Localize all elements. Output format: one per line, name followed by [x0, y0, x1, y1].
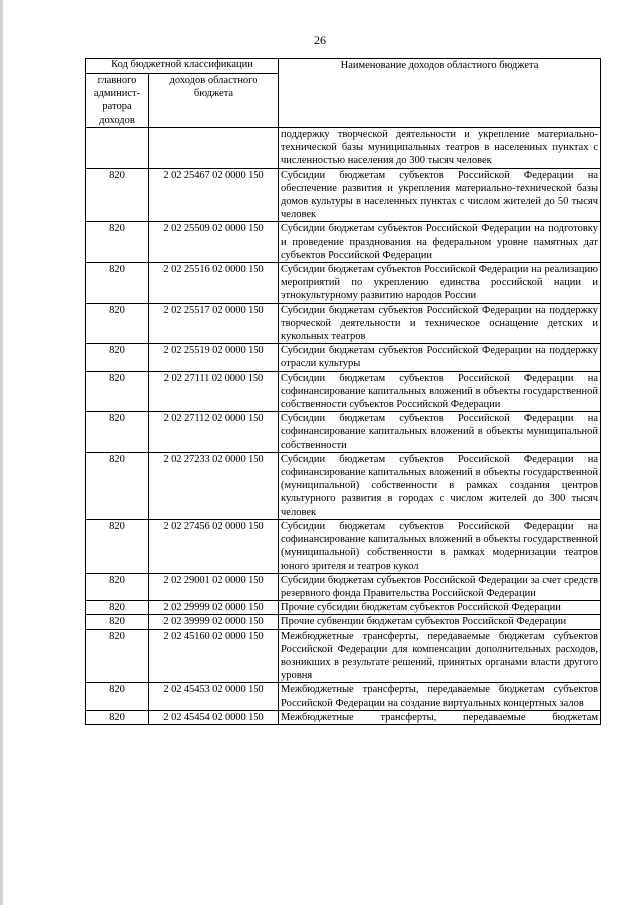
revenue-code-cell: 2 02 29999 02 0000 150 — [149, 601, 279, 615]
table-row — [86, 412, 601, 453]
table-row — [86, 573, 601, 600]
budget-classification-table — [85, 58, 601, 725]
revenue-name-cell: Межбюджетные трансферты, передаваемые бюджетам субъектов Российской Федерации на создание виртуальных концертных залов — [279, 683, 601, 710]
revenue-code-cell: 2 02 25517 02 0000 150 — [149, 303, 279, 344]
admin-code-cell: 820 — [86, 601, 149, 615]
table-row — [86, 128, 601, 169]
revenue-name-cell: поддержку творческой деятельности и укрепление материально-технической базы муниципальных театров в населенных пунктах с численностью населения до 300 тысяч человек — [279, 128, 601, 169]
revenue-name-cell: Межбюджетные трансферты, передаваемые бюджетам субъектов Российской Федерации для компенсации дополнительных расходов, возникших в результате решений, принятых органами власти другого уровня — [279, 629, 601, 683]
admin-code-cell: 820 — [86, 168, 149, 222]
revenue-code-cell: 2 02 25509 02 0000 150 — [149, 222, 279, 263]
table-header-row — [86, 59, 601, 74]
revenue-name-cell: Прочие субсидии бюджетам субъектов Российской Федерации — [279, 601, 601, 615]
table-row — [86, 615, 601, 629]
admin-code-cell: 820 — [86, 371, 149, 412]
revenue-name-cell: Межбюджетные трансферты, передаваемые бюджетам — [279, 710, 601, 724]
admin-code-cell: 820 — [86, 303, 149, 344]
table-row — [86, 222, 601, 263]
admin-code-cell — [86, 128, 149, 169]
revenue-code-cell: 2 02 45160 02 0000 150 — [149, 629, 279, 683]
table-row — [86, 629, 601, 683]
revenue-name-cell: Субсидии бюджетам субъектов Российской Федерации на обеспечение развития и укрепления материально-технической базы домов культуры в населенных пунктах с числом жителей до 50 тысяч человек — [279, 168, 601, 222]
admin-code-cell: 820 — [86, 263, 149, 304]
table-row — [86, 601, 601, 615]
table-row — [86, 683, 601, 710]
revenue-code-cell: 2 02 45453 02 0000 150 — [149, 683, 279, 710]
admin-code-cell: 820 — [86, 222, 149, 263]
revenue-name-cell: Субсидии бюджетам субъектов Российской Федерации на софинансирование капитальных вложений в объекты государственной (муниципальной) собственности в рамках модернизации театров юного зрителя и театров кукол — [279, 519, 601, 573]
revenue-name-cell: Субсидии бюджетам субъектов Российской Федерации на реализацию мероприятий по укреплению единства российской нации и этнокультурному развитию народов России — [279, 263, 601, 304]
table-row — [86, 710, 601, 724]
revenue-code-cell: 2 02 39999 02 0000 150 — [149, 615, 279, 629]
admin-code-cell: 820 — [86, 519, 149, 573]
scan-edge — [0, 0, 3, 905]
revenue-code-cell: 2 02 27233 02 0000 150 — [149, 452, 279, 519]
column-header-admin: главного админист-ратора доходов — [86, 74, 149, 128]
revenue-name-cell: Субсидии бюджетам субъектов Российской Федерации на софинансирование капитальных вложений в объекты муниципальной собственности — [279, 412, 601, 453]
revenue-name-cell: Субсидии бюджетам субъектов Российской Федерации на софинансирование капитальных вложений в объекты государственной собственности субъектов Российской Федерации — [279, 371, 601, 412]
page-number: 26 — [314, 33, 326, 47]
revenue-code-cell: 2 02 27111 02 0000 150 — [149, 371, 279, 412]
revenue-code-cell: 2 02 27112 02 0000 150 — [149, 412, 279, 453]
revenue-name-cell: Прочие субвенции бюджетам субъектов Российской Федерации — [279, 615, 601, 629]
revenue-name-cell: Субсидии бюджетам субъектов Российской Федерации на софинансирование капитальных вложений в объекты государственной (муниципальной) собственности в рамках создания центров культурного развития в городах с числом жителей до 300 тысяч человек — [279, 452, 601, 519]
column-header-code: доходов областного бюджета — [149, 74, 279, 128]
revenue-name-cell: Субсидии бюджетам субъектов Российской Федерации на подготовку и проведение празднования на федеральном уровне памятных дат субъектов Российской Федерации — [279, 222, 601, 263]
table-row — [86, 263, 601, 304]
admin-code-cell: 820 — [86, 344, 149, 371]
revenue-code-cell: 2 02 45454 02 0000 150 — [149, 710, 279, 724]
admin-code-cell: 820 — [86, 683, 149, 710]
revenue-name-cell: Субсидии бюджетам субъектов Российской Федерации на поддержку отрасли культуры — [279, 344, 601, 371]
admin-code-cell: 820 — [86, 412, 149, 453]
table-row — [86, 371, 601, 412]
admin-code-cell: 820 — [86, 615, 149, 629]
revenue-code-cell — [149, 128, 279, 169]
revenue-name-cell: Субсидии бюджетам субъектов Российской Федерации на поддержку творческой деятельности и техническое оснащение детских и кукольных театров — [279, 303, 601, 344]
revenue-code-cell: 2 02 29001 02 0000 150 — [149, 573, 279, 600]
admin-code-cell: 820 — [86, 629, 149, 683]
revenue-code-cell: 2 02 25516 02 0000 150 — [149, 263, 279, 304]
revenue-code-cell: 2 02 27456 02 0000 150 — [149, 519, 279, 573]
table-row — [86, 303, 601, 344]
admin-code-cell: 820 — [86, 710, 149, 724]
revenue-code-cell: 2 02 25519 02 0000 150 — [149, 344, 279, 371]
revenue-name-cell: Субсидии бюджетам субъектов Российской Федерации за счет средств резервного фонда Правительства Российской Федерации — [279, 573, 601, 600]
table-row — [86, 519, 601, 573]
admin-code-cell: 820 — [86, 452, 149, 519]
column-header-name: Наименование доходов областного бюджета — [279, 59, 601, 128]
table-row — [86, 168, 601, 222]
admin-code-cell: 820 — [86, 573, 149, 600]
revenue-code-cell: 2 02 25467 02 0000 150 — [149, 168, 279, 222]
group-header-classification-code: Код бюджетной классификации — [86, 59, 279, 74]
table-row — [86, 452, 601, 519]
table-row — [86, 344, 601, 371]
